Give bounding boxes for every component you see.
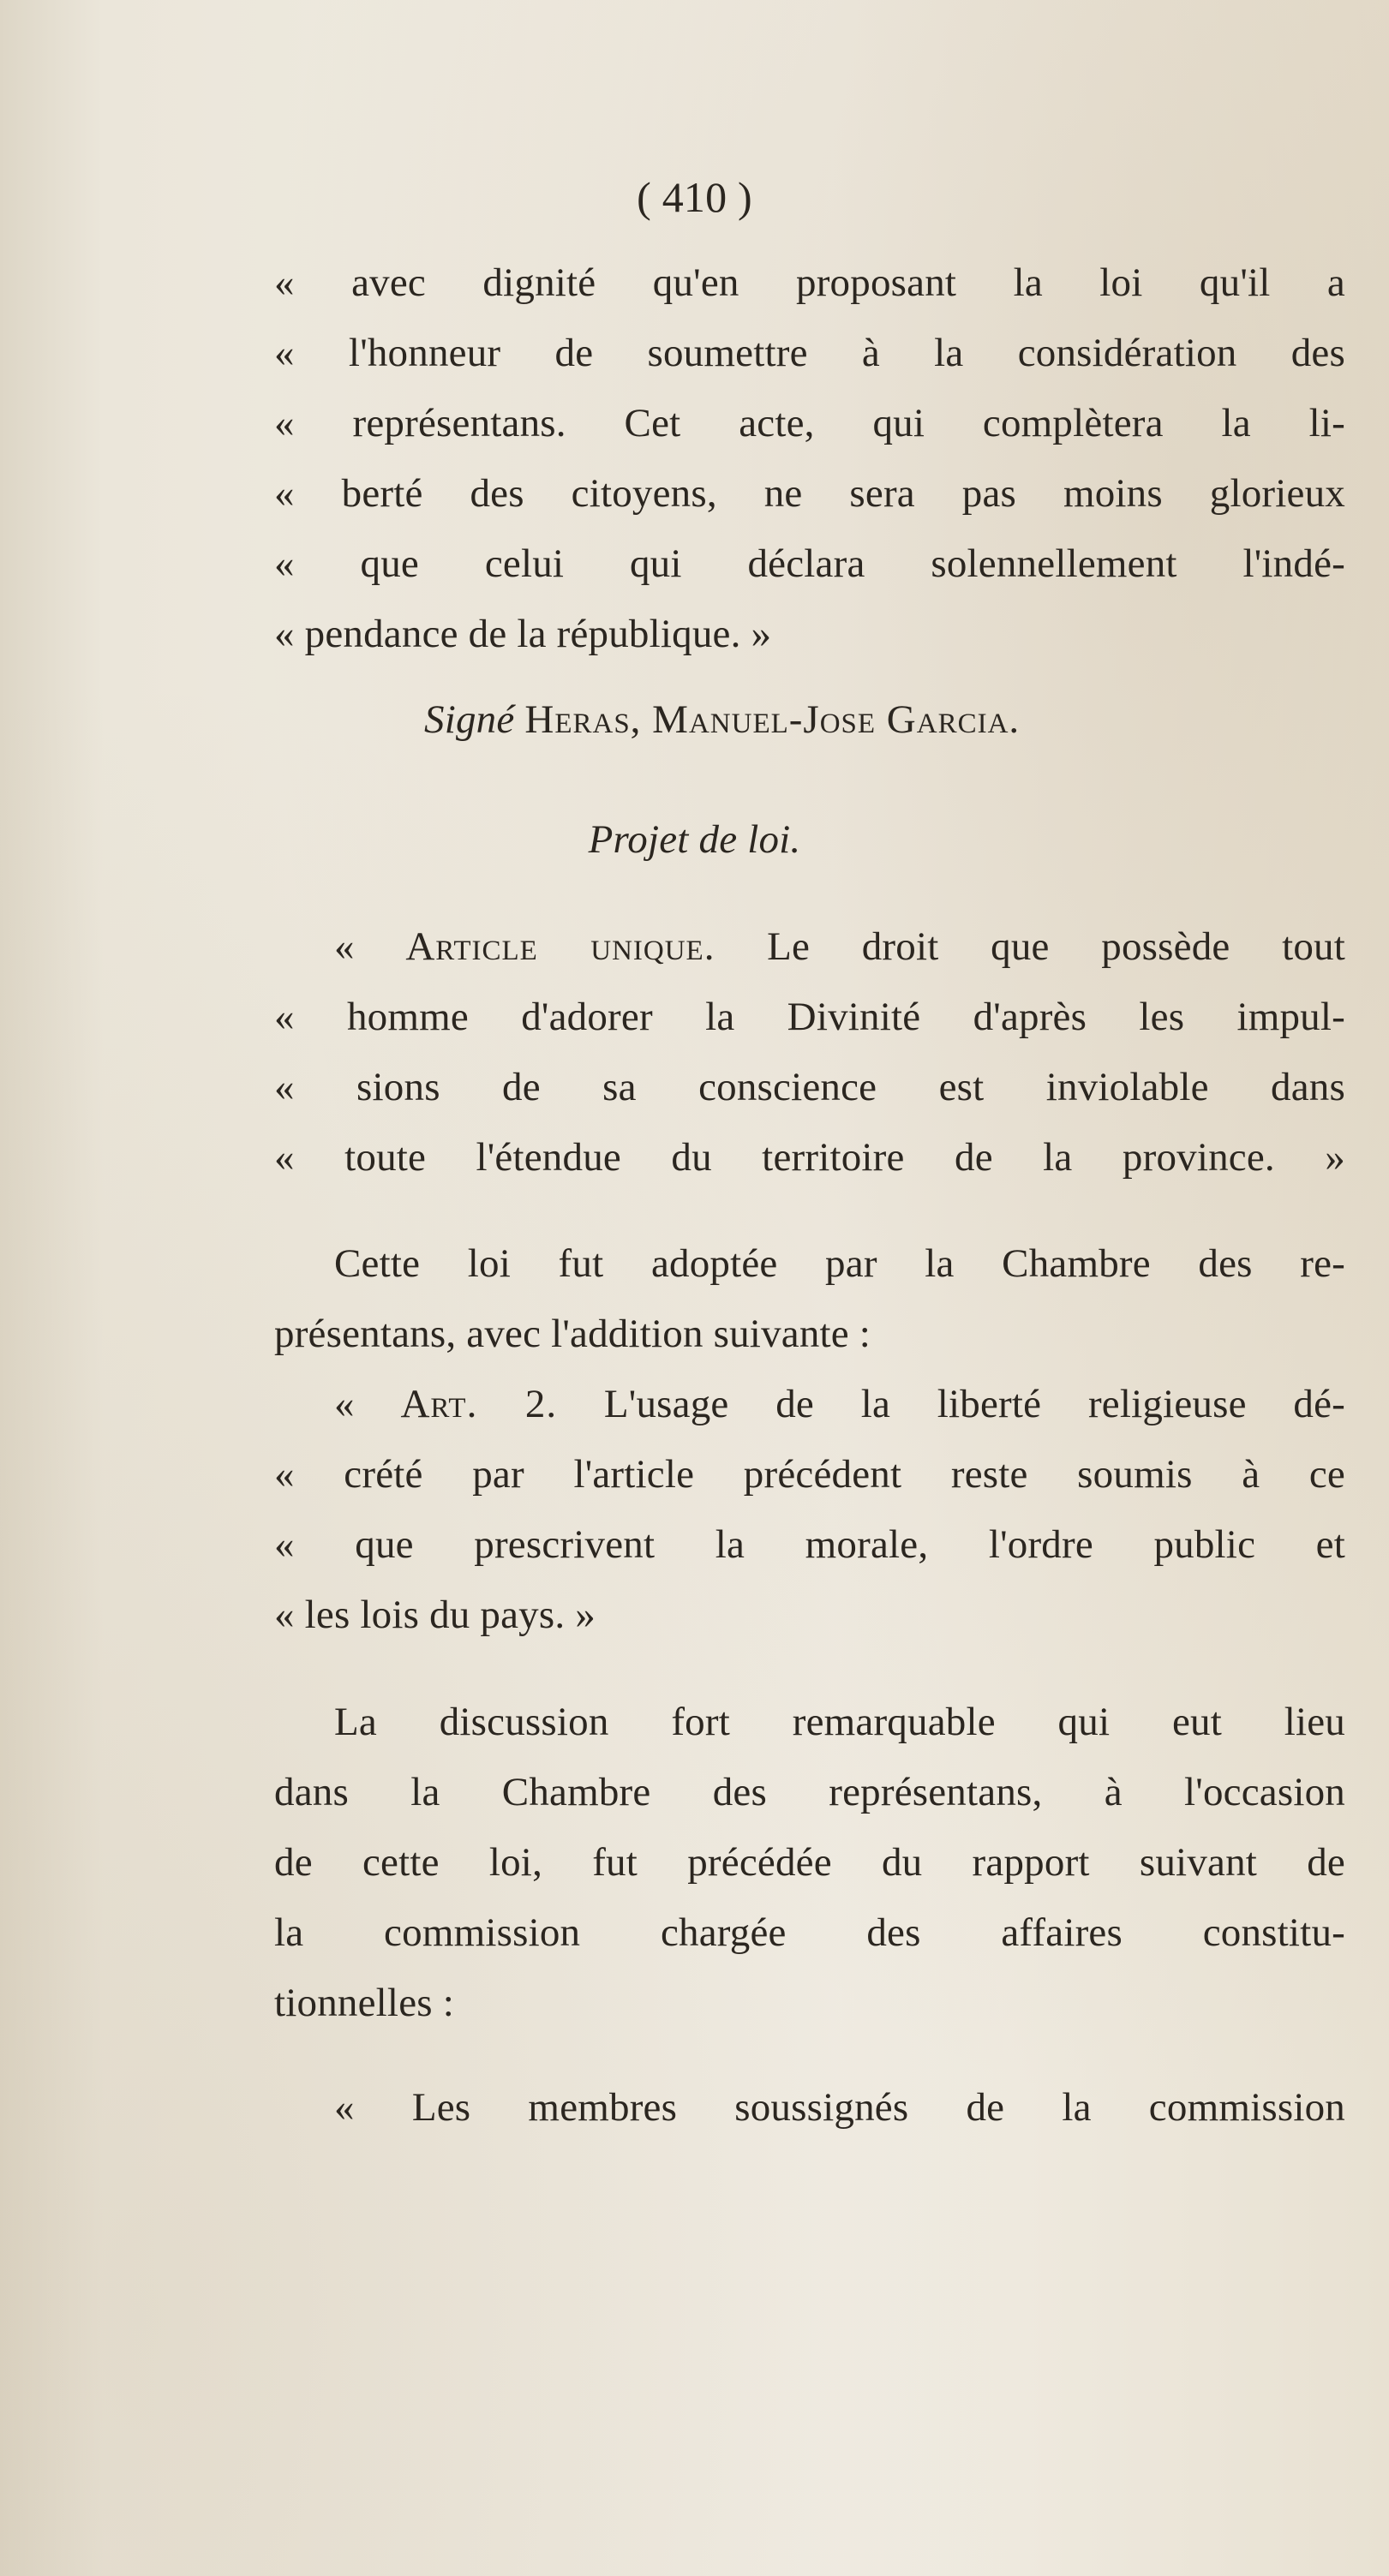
discussion-line: La discussion fort remarquable qui eut lieu xyxy=(334,1700,1345,1744)
page-number: ( 410 ) xyxy=(637,173,752,221)
article-2-line: « que prescrivent la morale, l'ordre public et xyxy=(274,1522,1345,1567)
quote-line: « que celui qui déclara solennellement l'indé- xyxy=(274,541,1345,586)
article-unique-line xyxy=(334,921,1345,972)
article-unique-heading: « Article unique. xyxy=(334,924,715,969)
article-unique-text: Le droit que possède tout xyxy=(767,924,1346,969)
adoption-line: présentans, avec l'addition suivante : xyxy=(274,1312,871,1356)
article-2-heading: « Art. 2. xyxy=(334,1382,558,1426)
article-2-line: « les lois du pays. » xyxy=(274,1593,596,1637)
signature-signe: Signé xyxy=(424,697,515,742)
article-unique-line: « sions de sa conscience est inviolable dans xyxy=(274,1065,1345,1109)
article-unique-line: « homme d'adorer la Divinité d'après les impul- xyxy=(274,995,1345,1039)
quote-line: « avec dignité qu'en proposant la loi qu'il a xyxy=(274,260,1345,305)
adoption-line: Cette loi fut adoptée par la Chambre des re- xyxy=(334,1241,1345,1286)
last-line: « Les membres soussignés de la commission xyxy=(334,2085,1345,2130)
quote-line: « berté des citoyens, ne sera pas moins glorieux xyxy=(274,471,1345,516)
article-2-line xyxy=(334,1378,1345,1430)
article-2-line: « crété par l'article précédent reste soumis à ce xyxy=(274,1452,1345,1497)
quote-line: « l'honneur de soumettre à la considération des xyxy=(274,331,1345,375)
article-2-text: L'usage de la liberté religieuse dé- xyxy=(603,1382,1345,1426)
signature-names: Heras, Manuel-Jose Garcia. xyxy=(524,697,1021,742)
discussion-line: tionnelles : xyxy=(274,1981,454,2025)
discussion-line: de cette loi, fut précédée du rapport suivant de xyxy=(274,1840,1345,1885)
quote-line: « pendance de la république. » xyxy=(274,612,772,656)
quote-line: « représentans. Cet acte, qui complètera la li- xyxy=(274,401,1345,445)
signature xyxy=(424,694,1020,745)
discussion-line: la commission chargée des affaires constitu- xyxy=(274,1910,1345,1955)
article-unique-line: « toute l'étendue du territoire de la province. » xyxy=(274,1135,1345,1180)
discussion-line: dans la Chambre des représentans, à l'occasion xyxy=(274,1770,1345,1814)
projet-title: Projet de loi. xyxy=(588,817,801,862)
